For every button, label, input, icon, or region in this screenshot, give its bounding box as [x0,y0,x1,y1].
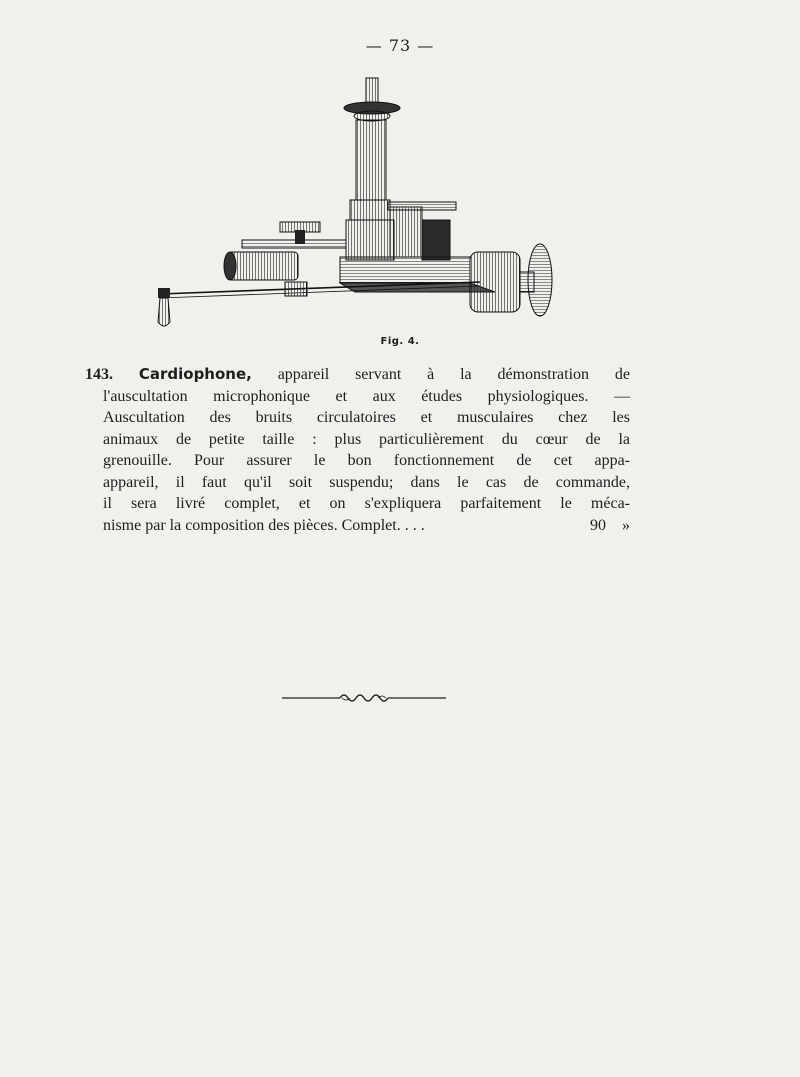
entry-line: nisme par la composition des pièces. Complet. . . . [103,516,425,534]
entry-first-line [85,364,630,386]
entry-line: grenouille. Pour assurer le bon fonctionnement de cet appa- [103,452,630,469]
entry-line: appareil servant à la démonstration de [277,366,631,383]
entry-price: 90 [590,516,606,534]
entry-price-group [590,515,630,537]
entry-price-unit: » [622,516,630,534]
entry-last-line [85,515,630,537]
page-number: — 73 — [365,36,435,55]
entry-line: Auscultation des bruits circulatoires et musculaires chez les [103,409,630,426]
entry-line: l'auscultation microphonique et aux études physiologiques. — [103,387,630,405]
entry-line: appareil, il faut qu'il soit suspendu; dans le cas de commande, [103,473,630,491]
cardiophone-engraving-icon [150,72,560,334]
ornamental-rule-icon [282,688,446,708]
entry-line: animaux de petite taille : plus particulièrement du cœur de la [103,430,630,448]
catalog-entry [85,364,630,536]
entry-term: Cardiophone, [138,365,252,383]
figure-caption: Fig. 4. [380,336,420,347]
entry-line: il sera livré complet, et on s'expliquera parfaitement le méca- [103,495,630,512]
entry-number: 143. [85,366,113,383]
